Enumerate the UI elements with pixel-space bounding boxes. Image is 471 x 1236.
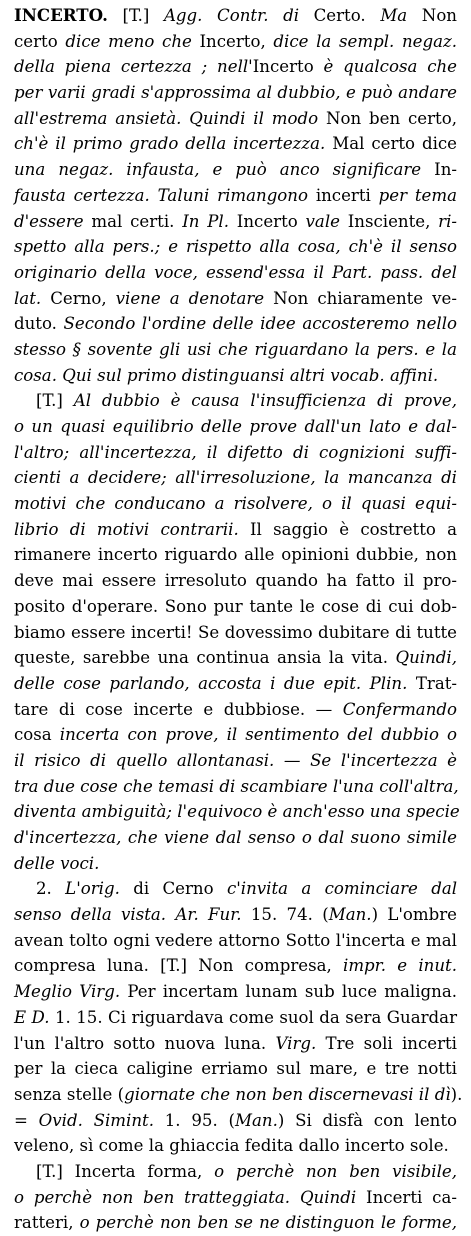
text-run: senza stelle ( [14,1084,125,1104]
text-line [14,953,457,979]
text-line [14,388,457,414]
text-run: o perchè non ben tratteggiata. Quindi [14,1187,367,1207]
text-line [14,1133,457,1159]
text-run: della piena certezza ; nell' [14,57,253,77]
text-line [14,29,457,55]
text-line [14,1159,457,1185]
text-run: duto. [14,314,64,334]
text-run: dice meno che [65,31,200,51]
text-run: ch'è il primo grado della incertezza. [14,134,333,154]
text-run: compresa luna. [T.] Non compresa, [14,956,344,976]
text-run: Insciente, [347,211,439,231]
text-run: Tre soli incerti [325,1033,457,1053]
text-run: Al dubbio è causa l'insufficienza di prove, [73,391,457,411]
text-run: In Pl. [182,211,237,231]
text-run: Ma [380,6,422,25]
text-run: Incerto [236,211,306,231]
text-line [14,106,457,132]
text-line [14,748,457,774]
text-run: Virg. [275,1033,326,1053]
text-run: ri- [438,211,458,231]
text-run: Incerto, [199,31,274,51]
text-run: di Cerno [133,879,227,899]
text-run: una negaz. infausta, e può anco significare [14,160,435,180]
text-run: l'altro; all'incertezza, il difetto di cognizioni suffi- [14,442,457,462]
text-run: stesso § sovente gli usi che riguardano la pers. e la [14,339,457,359]
text-line [14,260,457,286]
text-run: Non [421,6,457,25]
text-line [14,209,457,235]
text-run: In- [434,160,457,180]
text-run: all'estrema ansietà. Quindi il modo [14,108,326,128]
text-line [14,80,457,106]
text-run: 15. 74. ( [250,905,329,925]
text-line [14,645,457,671]
text-line [14,799,460,825]
text-line [14,54,457,80]
text-run: c'invita a cominciare dal [226,879,458,899]
text-run: vale [305,211,348,231]
text-run: Trat- [415,673,457,693]
text-run: Per incertam lunam sub luce maligna. [127,982,457,1002]
text-run: per la cieca caligine erriamo sul mare, e tre notti [14,1059,457,1079]
text-run: [T.] Incerta forma, [36,1161,215,1181]
text-run: cosa [14,725,60,745]
text-run: incerta [59,725,128,745]
text-run: = Ovid. Simint. [14,1110,165,1130]
text-run: d'essere [14,211,92,231]
text-run: L'orig. [65,879,134,899]
text-line [14,1210,457,1236]
text-line [14,594,457,620]
text-run: Meglio Virg. [14,982,128,1002]
text-run: cienti a decidere; all'irresoluzione, la mancanza di [14,468,457,488]
text-run: delle voci. [14,853,100,873]
text-run: Incerti ca- [366,1187,457,1207]
text-run: Mal certo dice [332,134,457,154]
text-run: mal certi. [91,211,183,231]
text-run: con prove, il sentimento del dubbio o [127,725,457,745]
text-line [14,774,457,800]
text-line [14,440,457,466]
text-run: o un quasi equilibrio delle prove dall'un lato e dal- [14,417,457,436]
text-run: il risico di quello allontanasi. — Se l'incertezza è [14,750,457,770]
text-run: Man. [328,905,372,925]
text-run: per varii gradi s'approssima al dubbio, e può andare [14,83,457,103]
text-line [14,928,457,954]
text-line [14,363,457,389]
text-run: Non chiaramente ve- [273,288,457,308]
text-run: senso della vista. Ar. Fur. [14,905,251,925]
text-line [14,414,457,440]
text-line [14,620,457,646]
text-line [14,1031,457,1057]
text-run: biamo essere incerti! Se dovessimo dubitare di tutte [14,622,457,642]
text-line [14,542,457,568]
text-run: ) L'ombre [371,905,457,925]
text-run: motivi che conducano a risolvere, o il quasi equi- [14,494,457,514]
text-run: originario della voce, essend'essa il Part. pass. del [14,262,457,282]
text-run: Certo. [313,6,381,25]
text-run: incerti [315,185,379,205]
text-line [14,465,457,491]
text-line [14,337,457,363]
text-run: Non ben certo, [325,108,457,128]
text-run: dice la sempl. negaz. [273,31,457,51]
text-run: avean tolto ogni vedere attorno Sotto l'incerta e mal [14,930,457,950]
text-line [14,1005,457,1031]
text-run: 2. [36,879,66,899]
text-line [14,1082,463,1108]
text-run: viene a denotare [115,288,274,308]
text-run: delle cose parlando, accosta i due epit. Plin. [14,673,416,693]
text-run: o perchè non ben visibile, [214,1161,457,1181]
text-run: o perchè non ben se ne distinguon le forme, [79,1213,457,1233]
text-line [14,1185,457,1211]
text-run: è qualcosa che [323,57,457,77]
text-line [14,851,457,877]
text-run: d'incertezza, che viene dal senso o dal suono simile [14,828,457,847]
text-line [14,131,457,157]
text-line [14,517,457,543]
text-run: 1. 15. Ci riguardava come suol da sera Guardar [54,1007,458,1027]
text-run: lat. [14,288,51,308]
text-run: queste, sarebbe una continua ansia la vita. [14,648,396,668]
text-run: veleno, sì come la ghiaccia fedita dallo incerto sole. [14,1136,449,1156]
text-run: tare di cose incerte e dubbiose. — [14,699,343,719]
text-run: impr. e inut. [343,956,457,976]
text-run: ). [450,1084,463,1104]
text-line [14,3,457,29]
text-run: rimanere incerto riguardo alle opinioni dubbie, non [14,545,457,565]
text-run: ratteri, [14,1213,80,1233]
text-line [14,722,457,748]
text-line [14,979,457,1005]
text-run: deve mai essere irresoluto quando ha fatto il pro- [14,571,457,591]
text-line [14,491,457,517]
text-run: librio di motivi contrarii. [14,519,250,539]
text-run: posito d'operare. Sono pur tante le cose di cui dob- [14,596,457,616]
text-line [14,311,457,337]
text-run: Agg. Contr. di [163,6,314,25]
text-run: Confermando [342,699,457,719]
text-run: cosa. Qui sul primo distinguansi altri vocab. affini. [14,365,439,385]
text-run: giornate che non ben discernevasi il dì [124,1084,451,1104]
text-line [14,902,457,928]
text-line [14,697,457,723]
text-line [14,1108,457,1134]
text-run: tra due cose che temasi di scambiare l'una coll'altra, [14,776,459,796]
text-run: 1. 95. ( [164,1110,235,1130]
text-run: [T.] [36,391,74,411]
text-run: Cerno, [50,288,116,308]
text-run: spetto alla pers.; e rispetto alla cosa, ch'è il senso [14,237,457,257]
text-run: l'un l'altro sotto nuova luna. [14,1033,276,1053]
text-line [14,286,457,312]
text-run: ) Si disfà con lento [277,1110,458,1130]
text-run: INCERTO. [14,5,108,25]
text-line [14,671,457,697]
text-line [14,876,457,902]
text-run: Secondo l'ordine delle idee accosteremo nello [63,314,457,334]
text-line [14,1056,457,1082]
text-line [14,825,457,851]
text-run: [T.] [107,6,164,25]
text-run: certo [14,31,66,51]
text-line [14,183,457,209]
text-run: Quindi, [395,648,457,668]
text-run: per tema [378,185,457,205]
text-run: Incerto [252,57,324,77]
text-run: diventa ambiguità; l'equivoco è anch'esso una specie [14,802,460,822]
text-run: E D. [14,1007,55,1027]
text-line [14,568,457,594]
text-run: Man. [235,1110,278,1130]
text-line [14,157,457,183]
text-run: fausta certezza. Taluni rimangono [14,185,316,205]
text-line [14,234,457,260]
text-run: Il saggio è costretto a [250,519,457,539]
